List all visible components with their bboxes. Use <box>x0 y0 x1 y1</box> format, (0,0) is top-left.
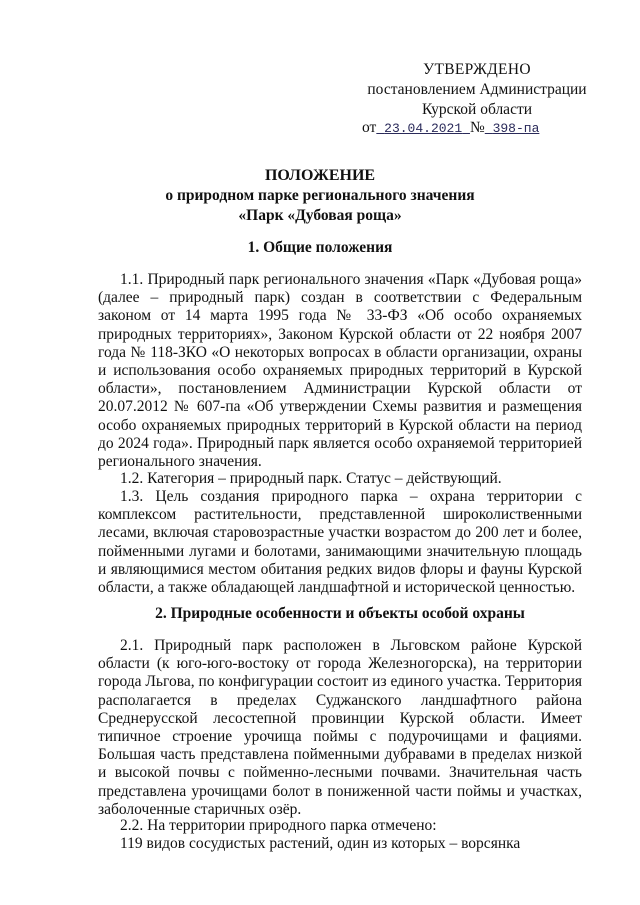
title-sub-1: о природном парке регионального значения <box>165 187 475 204</box>
paragraph-2-2: 2.2. На территории природного парка отмечено: <box>120 817 437 834</box>
approval-stamp <box>352 60 602 120</box>
order-number: 398-па <box>492 121 540 136</box>
section-2-heading: 2. Природные особенности и объекты особой охраны <box>155 605 525 622</box>
paragraph-1-2: 1.2. Категория – природный парк. Статус – действующий. <box>120 470 502 487</box>
paragraph-2-3: 119 видов сосудистых растений, один из которых – ворсянка <box>120 835 521 852</box>
number-prefix: № <box>469 119 485 136</box>
paragraph-2-1: 2.1. Природный парк расположен в Льговском районе Курской области (к юго-юго-востоку от города Железногорска), на территории города Льгова, по конфигурации состоит из единого участка. Территория располагается в пределах Суджанского ландшафтного района Среднерусской лесостепной провинции Курской области. Имеет типичное строение урочища поймы с подурочищами и фациями. Большая часть представлена пойменными дубравами в пределах низкой и высокой почвы с пойменно-лесными почвами. Значительная часть представлена урочищами болот в пониженной части поймы и участках, заболоченные старичных озёр. <box>98 637 583 818</box>
date-prefix: от <box>362 119 377 136</box>
paragraph-1-3: 1.3. Цель создания природного парка – охрана территории с комплексом растительности, представленной широколиственными лесами, включая старовозрастные участки возрастом до 200 лет и более, пойменными лугами и болотами, занимающими значительную площадь и являющимися местом обитания редких видов флоры и фауны Курской области, а также обладающей ландшафтной и исторической ценностью. <box>98 488 582 597</box>
order-reference <box>362 118 539 139</box>
approval-heading: УТВЕРЖДЕНО <box>423 61 531 78</box>
order-date: 23.04.2021 <box>384 121 463 136</box>
title-main: ПОЛОЖЕНИЕ <box>264 167 376 184</box>
document-title <box>100 166 540 226</box>
approval-line-1: постановлением Администрации <box>367 81 587 98</box>
paragraph-1-1: 1.1. Природный парк регионального значения «Парк «Дубовая роща» (далее – природный парк) создан в соответствии с Федеральным законом от 14 марта 1995 года № 33-ФЗ «Об особо охраняемых природных территориях», Законом Курской области от 22 ноября 2007 года № 118-ЗКО «О некоторых вопросах в области организации, охраны и использования особо охраняемых природных территорий в Курской области», постановлением Администрации Курской области от 20.07.2012 № 607-па «Об утверждении Схемы развития и размещения особо охраняемых природных территорий в Курской области на период до 2024 года». Природный парк является особо охраняемой территорией регионального значения. <box>98 271 582 471</box>
section-1-heading: 1. Общие положения <box>247 239 393 256</box>
approval-line-2: Курской области <box>421 101 533 118</box>
title-sub-2: «Парк «Дубовая роща» <box>238 207 402 224</box>
